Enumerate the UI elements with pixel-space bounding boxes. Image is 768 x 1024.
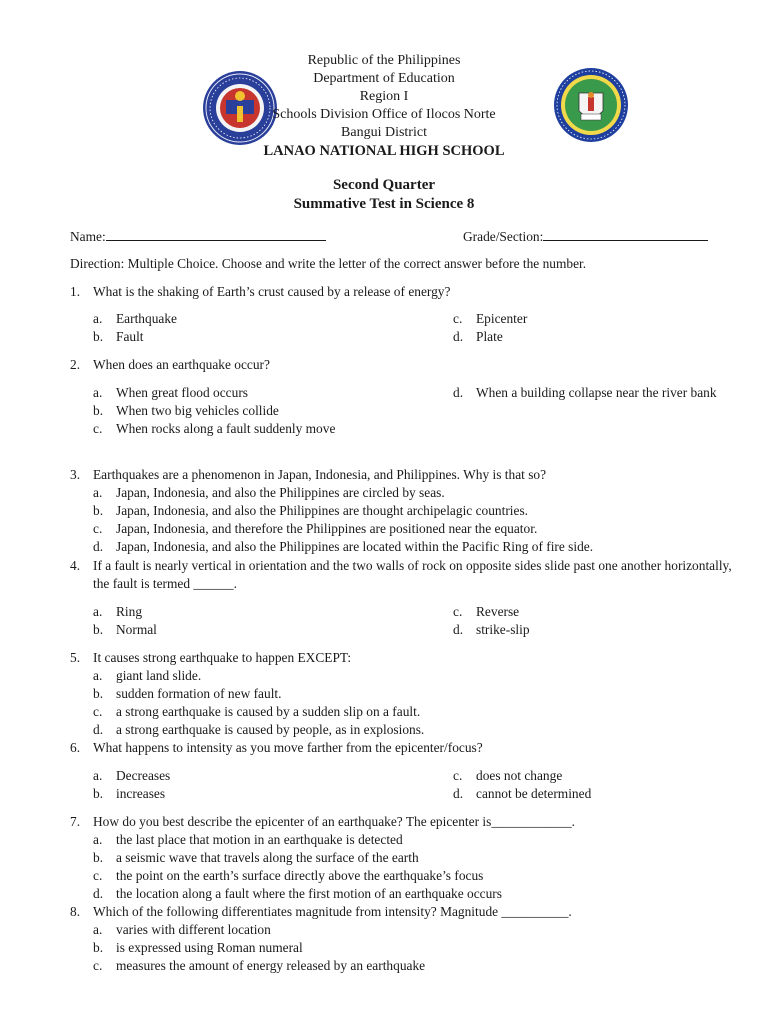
question-number: 6. xyxy=(70,740,81,755)
option-text: the last place that motion in an earthquake is detected xyxy=(116,832,403,847)
question-number: 5. xyxy=(70,650,81,665)
option-letter: a. xyxy=(93,311,103,326)
option-text: a seismic wave that travels along the surface of the earth xyxy=(116,850,419,865)
option-letter: d. xyxy=(453,622,464,637)
option-text: Plate xyxy=(476,329,503,344)
option-letter: c. xyxy=(453,604,463,619)
question-text: What is the shaking of Earth’s crust caused by a release of energy? xyxy=(93,284,451,299)
option-letter: b. xyxy=(93,686,104,701)
option-text: a strong earthquake is caused by people, as in explosions. xyxy=(116,722,425,737)
question-text: How do you best describe the epicenter of an earthquake? The epicenter is____________. xyxy=(93,814,576,829)
option-text: Normal xyxy=(116,622,157,637)
name-blank-line xyxy=(106,227,326,241)
header-division: Schools Division Office of Ilocos Norte xyxy=(272,107,496,122)
question-text: It causes strong earthquake to happen EXCEPT: xyxy=(93,650,352,665)
question-number: 8. xyxy=(70,904,81,919)
option-text: sudden formation of new fault. xyxy=(116,686,282,701)
option-text: measures the amount of energy released by an earthquake xyxy=(116,958,426,973)
option-letter: b. xyxy=(93,786,104,801)
option-text: Earthquake xyxy=(116,311,177,326)
option-text: Japan, Indonesia, and also the Philippines are thought archipelagic countries. xyxy=(116,503,529,518)
option-letter: a. xyxy=(93,485,103,500)
option-letter: d. xyxy=(453,786,464,801)
option-letter: a. xyxy=(93,604,103,619)
option-text: does not change xyxy=(476,768,563,783)
option-letter: d. xyxy=(93,722,104,737)
option-letter: c. xyxy=(93,421,103,436)
option-text: Epicenter xyxy=(476,311,528,326)
option-letter: b. xyxy=(93,329,104,344)
name-label: Name: xyxy=(70,229,106,244)
question-text: When does an earthquake occur? xyxy=(93,357,270,372)
header-region: Region I xyxy=(359,89,409,104)
name-field[interactable] xyxy=(70,227,326,246)
option-letter: a. xyxy=(93,832,103,847)
option-text: When great flood occurs xyxy=(116,385,248,400)
option-letter: b. xyxy=(93,850,104,865)
option-letter: c. xyxy=(453,311,463,326)
question-number: 7. xyxy=(70,814,81,829)
grade-section-blank-line xyxy=(543,227,708,241)
option-text: Japan, Indonesia, and also the Philippines are located within the Pacific Ring of fire side. xyxy=(116,539,594,554)
option-letter: d. xyxy=(93,539,104,554)
title-quarter: Second Quarter xyxy=(332,177,436,193)
option-letter: a. xyxy=(93,768,103,783)
header-republic: Republic of the Philippines xyxy=(307,53,461,68)
question-number: 2. xyxy=(70,357,81,372)
option-text: cannot be determined xyxy=(476,786,592,801)
option-letter: b. xyxy=(93,503,104,518)
option-text: a strong earthquake is caused by a sudden slip on a fault. xyxy=(116,704,421,719)
option-letter: c. xyxy=(93,868,103,883)
directions: Direction: Multiple Choice. Choose and write the letter of the correct answer before the number. xyxy=(70,256,587,271)
option-letter: a. xyxy=(93,385,103,400)
question-text: Which of the following differentiates magnitude from intensity? Magnitude __________. xyxy=(93,904,572,919)
question-number: 1. xyxy=(70,284,81,299)
header-school-name: LANAO NATIONAL HIGH SCHOOL xyxy=(263,143,505,159)
option-text: giant land slide. xyxy=(116,668,202,683)
option-letter: c. xyxy=(93,521,103,536)
option-text: varies with different location xyxy=(116,922,271,937)
question-number: 3. xyxy=(70,467,81,482)
option-letter: b. xyxy=(93,940,104,955)
option-letter: d. xyxy=(453,385,464,400)
option-text: Ring xyxy=(116,604,143,619)
option-letter: b. xyxy=(93,622,104,637)
option-text: strike-slip xyxy=(476,622,530,637)
option-text: Japan, Indonesia, and also the Philippines are circled by seas. xyxy=(116,485,445,500)
title-test: Summative Test in Science 8 xyxy=(293,196,475,212)
option-text: Fault xyxy=(116,329,144,344)
option-text: the location along a fault where the first motion of an earthquake occurs xyxy=(116,886,502,901)
option-text: Japan, Indonesia, and therefore the Philippines are positioned near the equator. xyxy=(116,521,538,536)
option-text: When rocks along a fault suddenly move xyxy=(116,421,336,436)
option-text: When two big vehicles collide xyxy=(116,403,279,418)
option-letter: c. xyxy=(93,958,103,973)
option-letter: c. xyxy=(453,768,463,783)
question-number: 4. xyxy=(70,558,81,573)
option-text: Reverse xyxy=(476,604,520,619)
option-letter: a. xyxy=(93,668,103,683)
option-letter: c. xyxy=(93,704,103,719)
question-text: Earthquakes are a phenomenon in Japan, Indonesia, and Philippines. Why is that so? xyxy=(93,467,547,482)
option-letter: b. xyxy=(93,403,104,418)
option-letter: d. xyxy=(453,329,464,344)
option-letter: a. xyxy=(93,922,103,937)
grade-section-label: Grade/Section: xyxy=(463,229,544,244)
option-text: increases xyxy=(116,786,166,801)
option-text: the point on the earth’s surface directly above the earthquake’s focus xyxy=(116,868,484,883)
question-text: What happens to intensity as you move farther from the epicenter/focus? xyxy=(93,740,483,755)
option-letter: d. xyxy=(93,886,104,901)
header-district: Bangui District xyxy=(341,125,427,140)
option-text: Decreases xyxy=(116,768,171,783)
option-text: is expressed using Roman numeral xyxy=(116,940,303,955)
question-text: If a fault is nearly vertical in orientation and the two walls of rock on opposite sides slide past one another horizontally, the fault is termed ______. xyxy=(93,558,732,591)
header-department: Department of Education xyxy=(313,71,455,86)
option-text: When a building collapse near the river bank xyxy=(476,385,717,400)
grade-section-field[interactable] xyxy=(463,227,708,246)
